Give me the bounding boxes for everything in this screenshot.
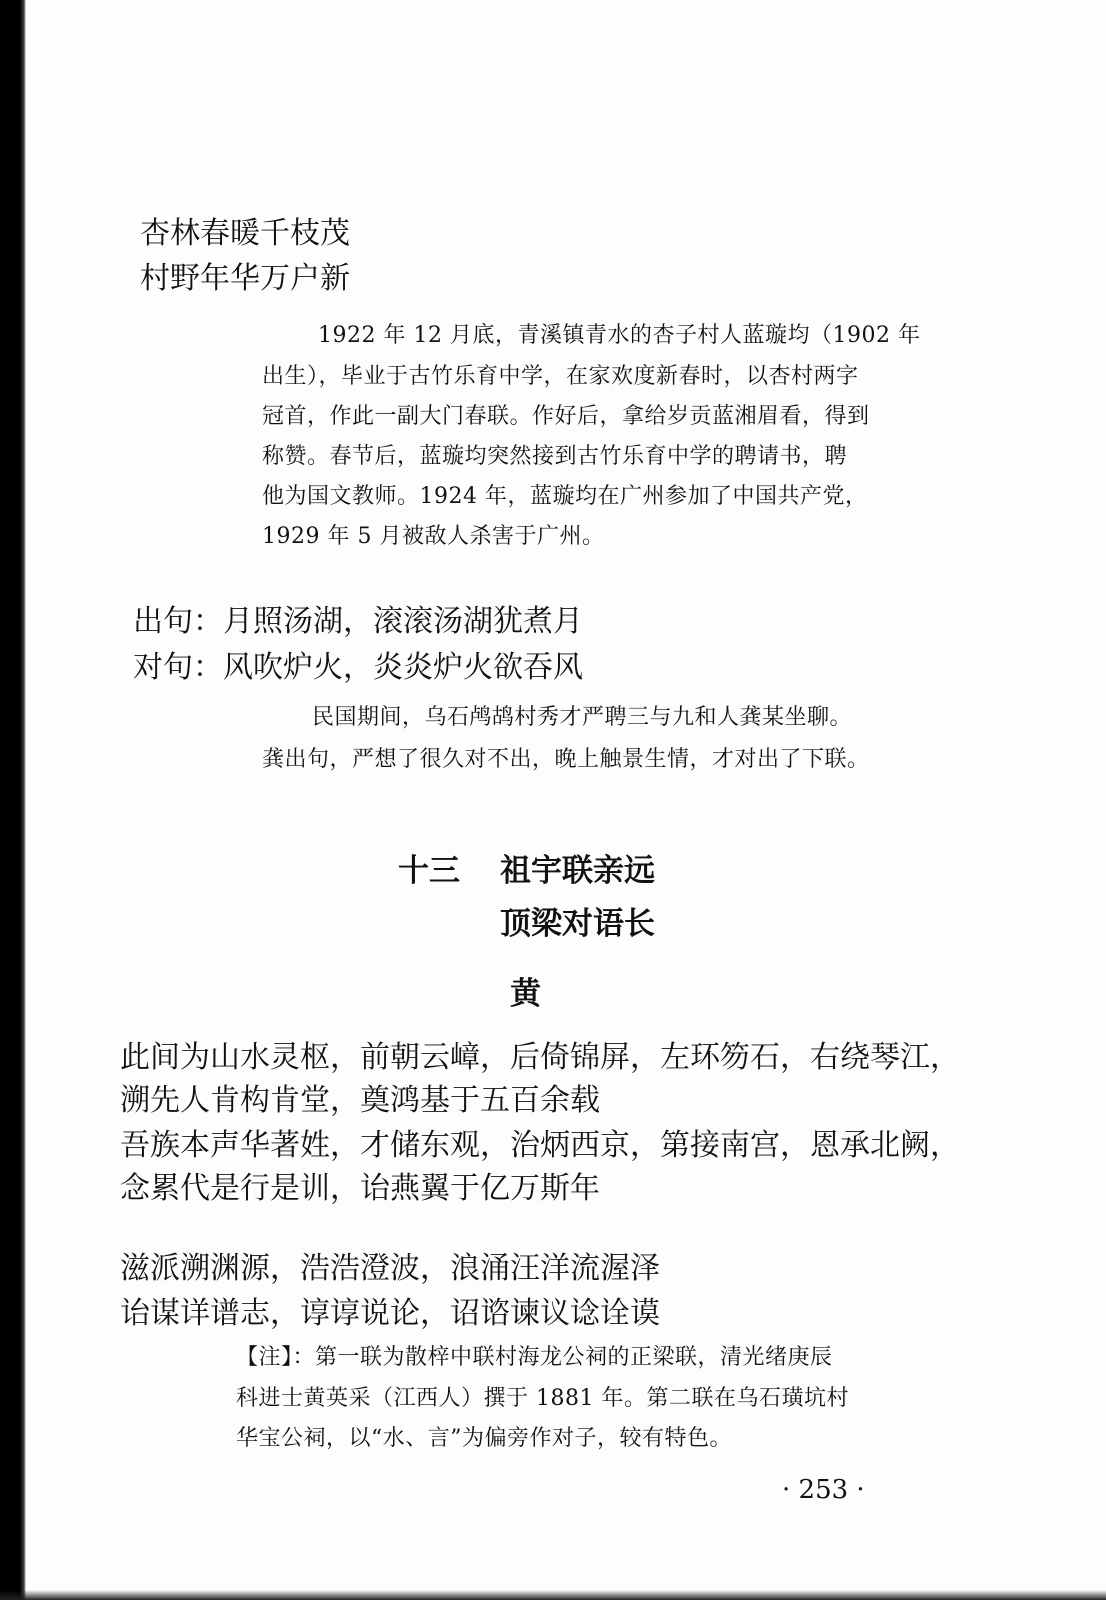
couplet-line: 村野年华万户新 [140, 261, 350, 296]
chapter-number: 十三 [398, 853, 460, 889]
note-line: 出生），毕业于古竹乐育中学，在家欢度新春时，以杏村两字 [262, 364, 859, 389]
note-line: 【注】：第一联为散梓中联村海龙公祠的正梁联，清光绪庚辰 [236, 1345, 833, 1370]
couplet-line: 杏林春暖千枝茂 [140, 216, 350, 251]
note-line: 1922 年 12 月底，青溪镇青水的杏子村人蓝璇均（1902 年 [318, 323, 921, 348]
note-line: 华宝公祠，以“水、言”为偏旁作对子，较有特色。 [236, 1426, 732, 1451]
note-line: 他为国文教师。1924 年，蓝璇均在广州参加了中国共产党， [262, 484, 868, 509]
couplet-line: 念累代是行是训，诒燕翼于亿万斯年 [120, 1171, 600, 1206]
chapter-title-line2: 顶梁对语长 [500, 906, 655, 942]
note-line: 冠首，作此一副大门春联。作好后，拿给岁贡蓝湘眉看，得到 [262, 404, 870, 429]
couplet-line: 此间为山水灵枢，前朝云嶂，后倚锦屏，左环笏石，右绕琴江， [120, 1040, 960, 1075]
chapter-title-line1: 祖宇联亲远 [500, 853, 655, 889]
couplet-line: 对句：风吹炉火，炎炎炉火欲吞风 [133, 650, 583, 685]
couplet-line: 溯先人肯构肯堂，奠鸿基于五百余载 [120, 1083, 600, 1118]
note-line: 1929 年 5 月被敌人杀害于广州。 [262, 524, 605, 549]
surname-heading: 黄 [510, 976, 541, 1012]
note-line: 科进士黄英采（江西人）撰于 1881 年。第二联在乌石璜坑村 [236, 1386, 849, 1411]
note-line: 称赞。春节后，蓝璇均突然接到古竹乐育中学的聘请书，聘 [262, 444, 848, 469]
couplet-line: 滋派溯渊源，浩浩澄波，浪涌汪洋流渥泽 [120, 1251, 660, 1286]
note-line: 龚出句，严想了很久对不出，晚上触景生情，才对出了下联。 [262, 747, 870, 772]
couplet-line: 吾族本声华著姓，才储东观，治炳西京，第接南宫，恩承北阙， [120, 1128, 960, 1163]
scan-edge-bottom [0, 1590, 1106, 1600]
scan-edge-left [0, 0, 26, 1600]
note-line: 民国期间，乌石鸬鸪村秀才严聘三与九和人龚某坐聊。 [312, 705, 853, 730]
page-number: · 253 · [782, 1475, 865, 1505]
couplet-line: 出句：月照汤湖，滚滚汤湖犹煮月 [133, 604, 583, 639]
couplet-line: 诒谋详谱志，谆谆说论，诏谘谏议谂诠谟 [120, 1296, 660, 1331]
